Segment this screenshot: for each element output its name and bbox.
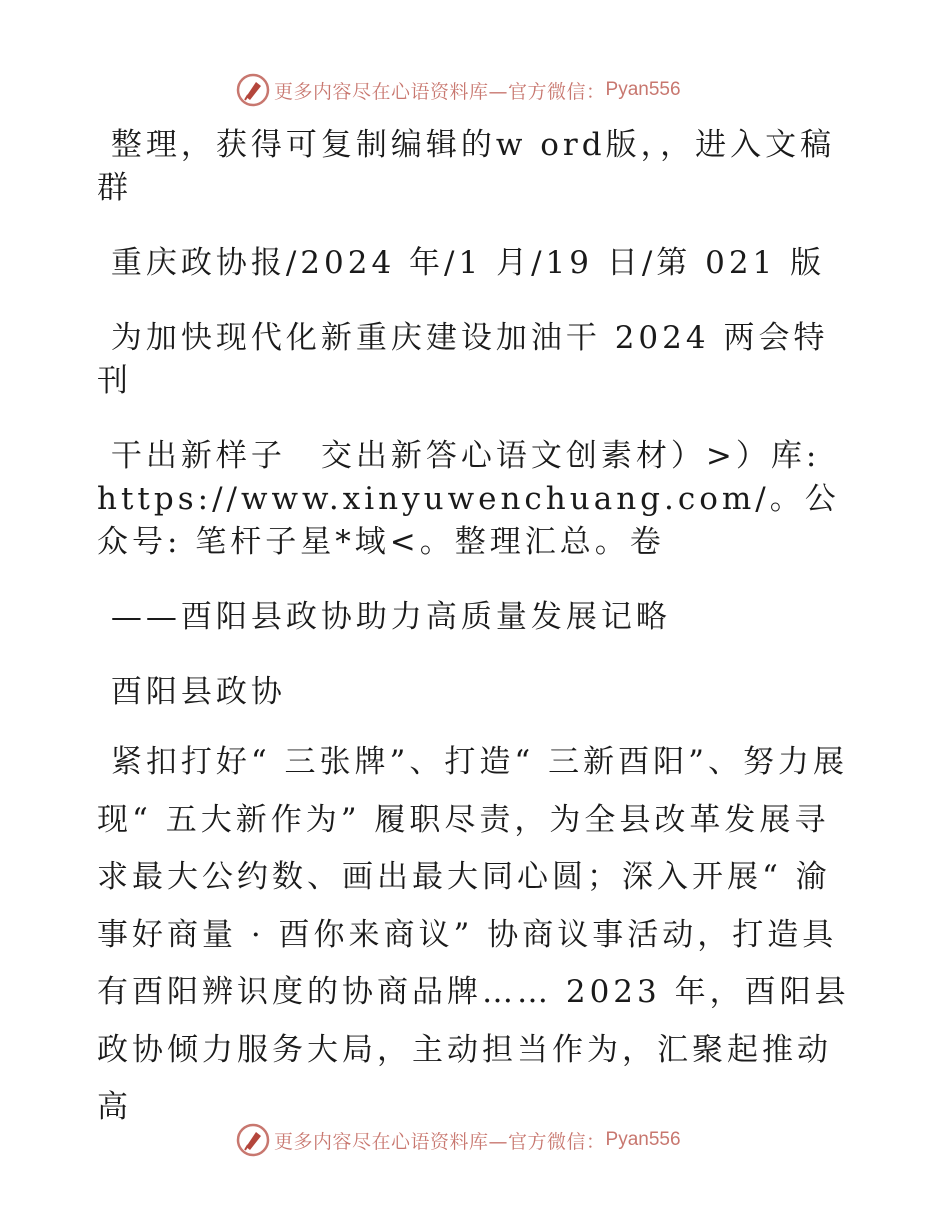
watermark-text: 更多内容尽在心语资料库—官方微信：: [274, 1130, 606, 1153]
pen-nib-logo-icon: [236, 1123, 270, 1157]
paragraph-subtitle: ——酉阳县政协助力高质量发展记略: [97, 599, 671, 635]
watermark-text: 更多内容尽在心语资料库—官方微信：: [274, 80, 606, 103]
paragraph-body: 紧扣打好“ 三张牌”、打造“ 三新酉阳”、努力展现“ 五大新作为” 履职尽责，为全县改革发展寻求最大公约数、画出最大同心圆；深入开展“ 渝事好商量 · 酉你来商议” 协商议事活动，打造具有酉阳辨识度的协商品牌…… 2023 年，酉阳县政协倾力服务大局，主动担当作为，汇聚起推动高: [97, 744, 850, 1125]
paragraph-intro: 整理，获得可复制编辑的w ord版，，进入文稿群: [97, 127, 836, 206]
paragraph-special-issue: 为加快现代化新重庆建设加油干 2024 两会特刊: [97, 320, 829, 399]
document-body: [97, 124, 857, 1169]
watermark-handle: Pyan556: [605, 79, 681, 100]
watermark-handle: Pyan556: [605, 1129, 681, 1150]
footer-watermark: [236, 1122, 681, 1158]
pen-nib-logo-icon: [236, 73, 270, 107]
paragraph-title: 干出新样子 交出新答心语文创素材）>）库: https://www.xinyuwenchuang.com/。公众号: 笔杆子星*域<。整理汇总。卷: [97, 438, 840, 560]
header-watermark: [236, 72, 681, 108]
paragraph-author: 酉阳县政协: [97, 674, 286, 710]
paragraph-source: 重庆政协报/2024 年/1 月/19 日/第 021 版: [97, 245, 826, 281]
